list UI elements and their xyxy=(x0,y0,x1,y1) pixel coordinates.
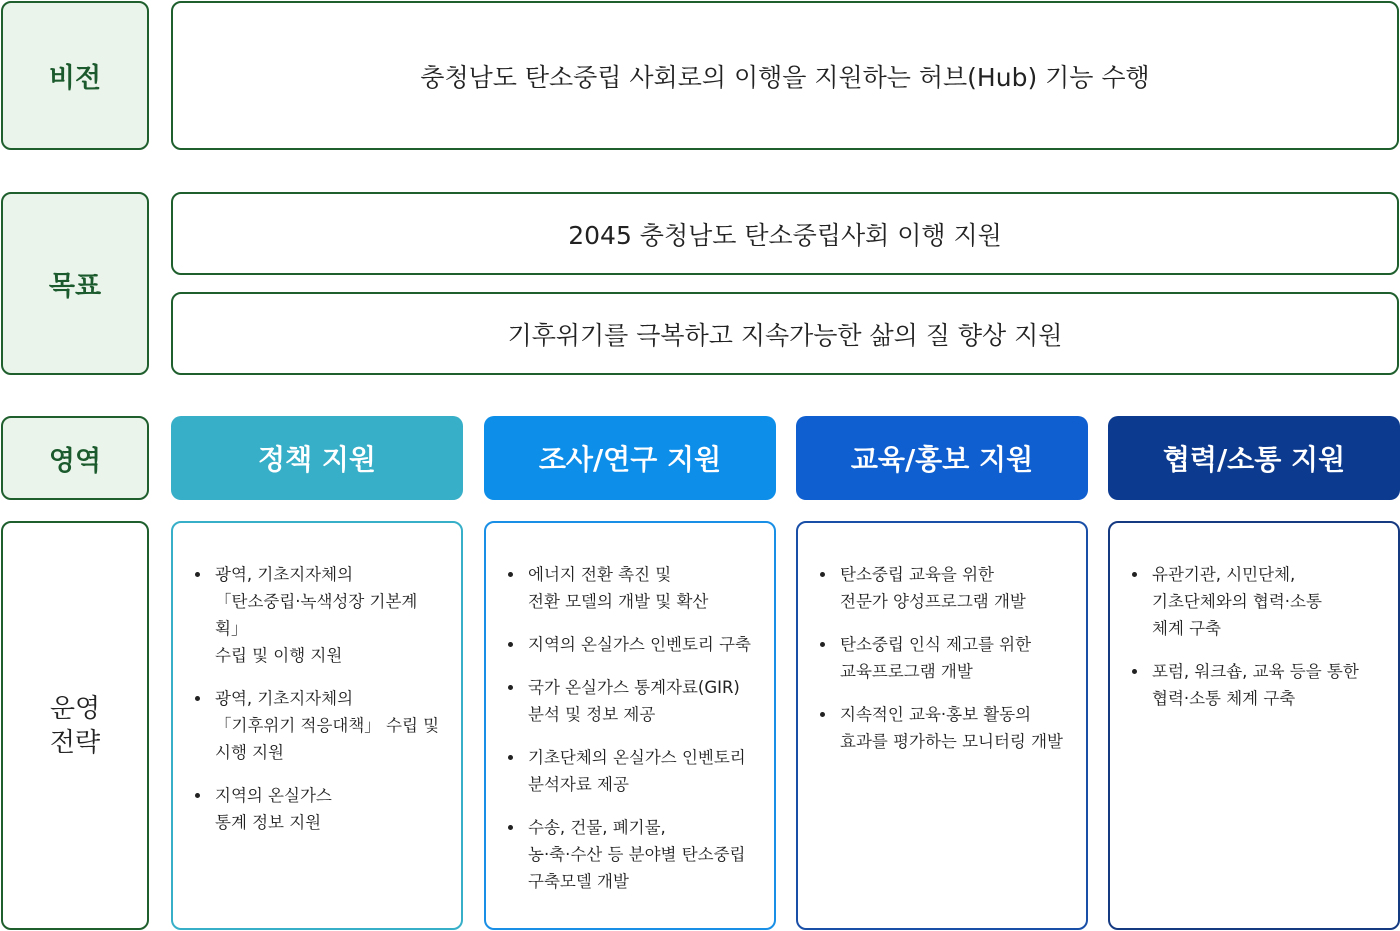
goal-text-1: 2045 충청남도 탄소중립사회 이행 지원 xyxy=(568,220,1002,250)
list-item: 에너지 전환 촉진 및 전환 모델의 개발 및 확산 xyxy=(506,561,760,615)
list-item: 탄소중립 인식 제고를 위한 교육프로그램 개발 xyxy=(818,631,1072,685)
goal-box-2 xyxy=(171,292,1399,375)
goal-box-1 xyxy=(171,192,1399,275)
vision-box xyxy=(171,1,1399,150)
list-item: 포럼, 워크숍, 교육 등을 통한 협력·소통 체계 구축 xyxy=(1130,658,1384,712)
area-title-education: 교육/홍보 지원 xyxy=(850,443,1034,476)
area-label-text: 영역 xyxy=(48,445,102,477)
area-title-cooperation: 협력/소통 지원 xyxy=(1162,443,1346,476)
goal-label xyxy=(1,192,149,375)
list-item: 유관기관, 시민단체, 기초단체와의 협력·소통 체계 구축 xyxy=(1130,561,1384,642)
goal-label-text: 목표 xyxy=(48,271,102,302)
strategy-list-cooperation xyxy=(1130,561,1384,712)
list-item: 광역, 기초지자체의 「탄소중립·녹색성장 기본계획」 수립 및 이행 지원 xyxy=(193,561,447,669)
strategy-label-text: 운영 전략 xyxy=(49,693,101,758)
list-item: 국가 온실가스 통계자료(GIR) 분석 및 정보 제공 xyxy=(506,674,760,728)
list-item: 광역, 기초지자체의 「기후위기 적응대책」 수립 및 시행 지원 xyxy=(193,685,447,766)
strategy-label xyxy=(1,521,149,930)
strategy-list-education xyxy=(818,561,1072,755)
area-head-education xyxy=(796,416,1088,500)
list-item: 수송, 건물, 폐기물, 농·축·수산 등 분야별 탄소중립 구축모델 개발 xyxy=(506,814,760,895)
strategy-box-education xyxy=(796,521,1088,930)
list-item: 탄소중립 교육을 위한 전문가 양성프로그램 개발 xyxy=(818,561,1072,615)
area-head-research xyxy=(484,416,776,500)
list-item: 지역의 온실가스 인벤토리 구축 xyxy=(506,631,760,658)
area-head-cooperation xyxy=(1108,416,1400,500)
strategy-box-cooperation xyxy=(1108,521,1400,930)
vision-label xyxy=(1,1,149,150)
area-title-policy: 정책 지원 xyxy=(258,443,376,476)
strategy-box-research xyxy=(484,521,776,930)
vision-label-text: 비전 xyxy=(48,63,102,94)
strategy-list-policy xyxy=(193,561,447,836)
area-label xyxy=(1,416,149,500)
goal-text-2: 기후위기를 극복하고 지속가능한 삶의 질 향상 지원 xyxy=(507,320,1063,350)
list-item: 지역의 온실가스 통계 정보 지원 xyxy=(193,782,447,836)
area-head-policy xyxy=(171,416,463,500)
vision-text: 충청남도 탄소중립 사회로의 이행을 지원하는 허브(Hub) 기능 수행 xyxy=(420,62,1150,92)
list-item: 지속적인 교육·홍보 활동의 효과를 평가하는 모니터링 개발 xyxy=(818,701,1072,755)
area-title-research: 조사/연구 지원 xyxy=(538,443,722,476)
list-item: 기초단체의 온실가스 인벤토리 분석자료 제공 xyxy=(506,744,760,798)
strategy-list-research xyxy=(506,561,760,895)
strategy-box-policy xyxy=(171,521,463,930)
